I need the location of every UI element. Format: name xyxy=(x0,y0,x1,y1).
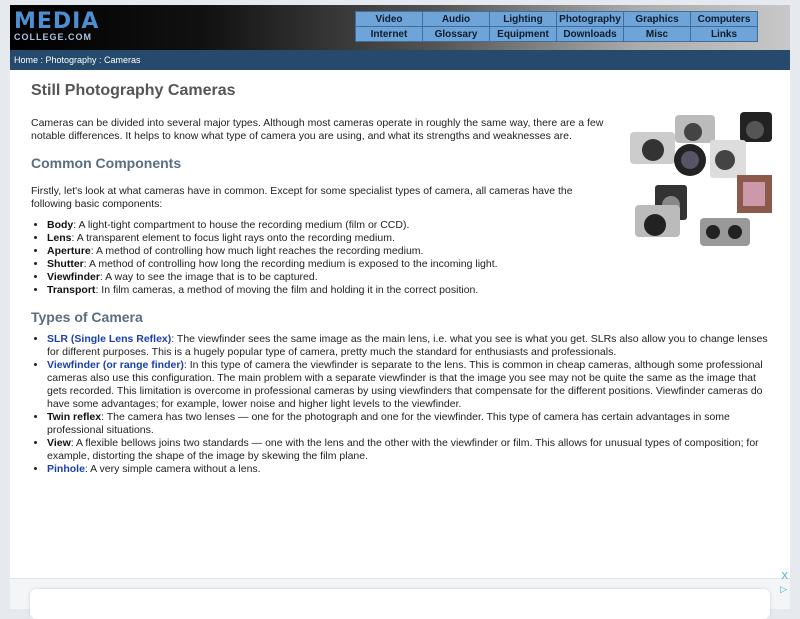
viewfinder-link[interactable]: Viewfinder (or range finder) xyxy=(47,359,184,371)
desc: : The camera has two lenses — one for the photograph and one for the viewfinder. This type of camera has certain advantages in some professional situations. xyxy=(47,411,730,436)
list-item xyxy=(47,411,770,437)
nav-links[interactable]: Links xyxy=(691,27,757,41)
term: Shutter xyxy=(47,258,84,270)
desc: : A method of controlling how much light reaches the recording medium. xyxy=(90,245,424,257)
desc: : The viewfinder sees the same image as the main lens, i.e. what you see is what you get. SLRs also allow you to change lenses for different purposes. This is a hugely popular type of camera, pretty much the standard for enthusiasts and professionals. xyxy=(47,333,768,358)
desc: : A way to see the image that is to be captured. xyxy=(99,271,318,283)
list-item xyxy=(47,284,770,297)
list-item xyxy=(47,437,770,463)
term: Aperture xyxy=(47,245,91,257)
nav-equipment[interactable]: Equipment xyxy=(490,27,556,41)
page xyxy=(10,5,790,605)
list-item xyxy=(47,333,770,359)
desc: : A very simple camera without a lens. xyxy=(84,463,261,475)
logo-text: MEDIA xyxy=(14,9,100,34)
ad-close-icon[interactable]: X xyxy=(781,571,788,582)
term: Twin reflex xyxy=(47,411,102,423)
term: Lens xyxy=(47,232,72,244)
nav-downloads[interactable]: Downloads xyxy=(557,27,623,41)
nav-lighting[interactable]: Lighting xyxy=(490,12,556,26)
term: Transport xyxy=(47,284,96,296)
common-components-heading: Common Components xyxy=(31,155,182,171)
term: Body xyxy=(47,219,74,231)
nav-misc[interactable]: Misc xyxy=(624,27,690,41)
logo-subtext: COLLEGE.COM xyxy=(14,32,92,42)
slr-link[interactable]: SLR (Single Lens Reflex) xyxy=(47,333,172,345)
nav-graphics[interactable]: Graphics xyxy=(624,12,690,26)
types-list xyxy=(31,333,770,476)
list-item xyxy=(47,258,770,271)
nav-computers[interactable]: Computers xyxy=(691,12,757,26)
nav-video[interactable]: Video xyxy=(356,12,422,26)
desc: : In film cameras, a method of moving the film and holding it in the correct position. xyxy=(95,284,479,296)
page-title: Still Photography Cameras xyxy=(31,82,236,99)
desc: : A flexible bellows joins two standards — one with the lens and the other with the viewfinder or film. This allows for unusual types of composition; for example, distorting the shape of the image by skewing the film plane. xyxy=(47,437,759,462)
desc: : In this type of camera the viewfinder is separate to the lens. This is common in cheap cameras, although some professional cameras also use this configuration. The main problem with a separate viewfinder is that the image you see may not be quite the same as the image that gets recorded. This limitation is overcome in professional cameras by using viewfinders that compensate for the different positions. Viewfinder cameras do have some advantages; for example, lower noise and higher light levels to the viewfinder. xyxy=(47,359,763,410)
intro-paragraph: Cameras can be divided into several major types. Although most cameras operate in roughly the same way, there are a few notable differences. It helps to know what type of camera you are using, and what its strengths and weaknesses are. xyxy=(31,117,604,142)
term: View xyxy=(47,437,71,449)
nav-glossary[interactable]: Glossary xyxy=(423,27,489,41)
desc: : A method of controlling how long the recording medium is exposed to the incoming light. xyxy=(83,258,498,270)
pinhole-link[interactable]: Pinhole xyxy=(47,463,85,475)
site-logo[interactable] xyxy=(14,9,100,42)
nav-audio[interactable]: Audio xyxy=(423,12,489,26)
list-item xyxy=(47,271,770,284)
ad-banner xyxy=(10,571,790,609)
breadcrumb xyxy=(10,50,790,70)
ad-content[interactable] xyxy=(30,589,770,619)
common-components-intro: Firstly, let's look at what cameras have in common. Except for some specialist types of camera, all cameras have the following basic components: xyxy=(31,185,573,210)
list-item xyxy=(47,463,770,476)
nav-internet[interactable]: Internet xyxy=(356,27,422,41)
site-header xyxy=(10,5,790,50)
breadcrumb-text[interactable]: Home : Photography : Cameras xyxy=(14,55,141,65)
list-item xyxy=(47,359,770,411)
main-content xyxy=(10,70,790,578)
desc: : A light-tight compartment to house the recording medium (film or CCD). xyxy=(73,219,410,231)
nav-photography[interactable]: Photography xyxy=(557,12,623,26)
term: Viewfinder xyxy=(47,271,100,283)
cameras-image xyxy=(625,110,775,250)
types-heading: Types of Camera xyxy=(31,309,143,325)
ad-info-icon[interactable]: ▷ xyxy=(780,584,787,594)
desc: : A transparent element to focus light rays onto the recording medium. xyxy=(71,232,395,244)
main-nav xyxy=(355,11,758,42)
